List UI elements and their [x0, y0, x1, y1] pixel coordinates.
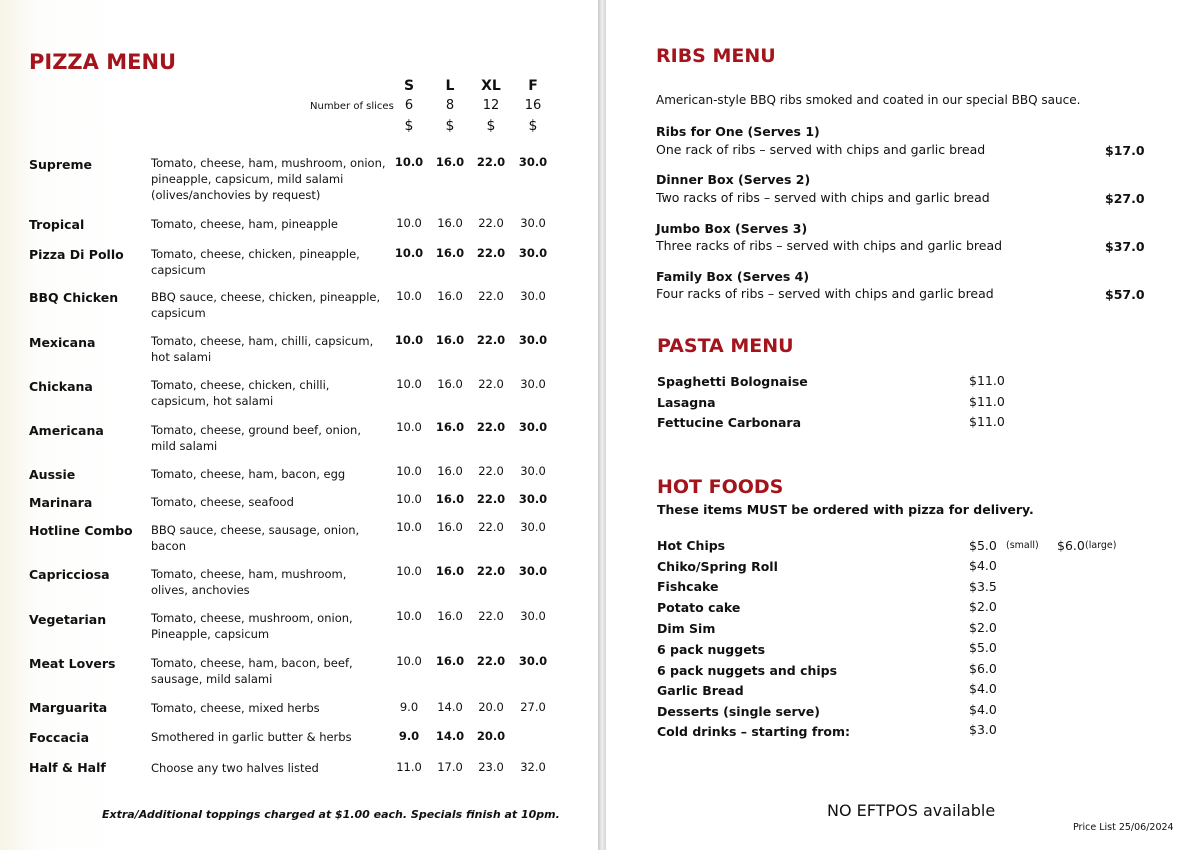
- pizza-description: Tomato, cheese, chicken, pineapple, capsicum: [151, 247, 360, 277]
- hot-foods-delivery-note: These items MUST be ordered with pizza for delivery.: [657, 502, 1034, 517]
- pizza-name: Marinara: [29, 495, 93, 510]
- price-f: 30.0: [520, 289, 546, 303]
- price-l: 14.0: [435, 729, 465, 743]
- price-f: 27.0: [520, 700, 546, 714]
- ribs-intro: American-style BBQ ribs smoked and coated in our special BBQ sauce.: [656, 93, 1081, 107]
- price-s: 10.0: [396, 289, 422, 303]
- hot-food-name: Desserts (single serve): [657, 704, 820, 719]
- hot-food-name: Hot Chips: [657, 538, 726, 553]
- pasta-item-price: $11.0: [969, 414, 1005, 429]
- price-xl: 22.0: [476, 246, 506, 260]
- pizza-description: Choose any two halves listed: [151, 761, 319, 775]
- hot-food-price: $5.0: [969, 538, 997, 553]
- price-s: 10.0: [396, 464, 422, 478]
- pizza-name: Hotline Combo: [29, 523, 133, 538]
- price-f: 30.0: [520, 216, 546, 230]
- price-s: 10.0: [396, 564, 422, 578]
- pizza-description: Tomato, cheese, mushroom, onion, Pineapple, capsicum: [151, 611, 353, 641]
- price-l: 16.0: [437, 377, 463, 391]
- large-size-label: (large): [1085, 540, 1117, 551]
- price-f: 30.0: [518, 654, 548, 668]
- ribs-item-title: Ribs for One (Serves 1): [656, 124, 820, 139]
- hot-food-name: Garlic Bread: [657, 683, 744, 698]
- pizza-name: Americana: [29, 423, 104, 438]
- slices-f: 16: [524, 98, 542, 113]
- price-l: 16.0: [435, 333, 465, 347]
- no-eftpos-notice: NO EFTPOS available: [827, 801, 996, 820]
- price-xl: 23.0: [478, 760, 504, 774]
- slices-l: 8: [445, 98, 455, 113]
- pizza-description: Tomato, cheese, ham, bacon, egg: [151, 467, 346, 481]
- currency-l: $: [445, 118, 455, 134]
- hot-food-price-large: $6.0: [1057, 538, 1085, 553]
- price-xl: 22.0: [476, 564, 506, 578]
- price-s: 10.0: [396, 609, 422, 623]
- pizza-name: BBQ Chicken: [29, 290, 119, 305]
- ribs-item-title: Dinner Box (Serves 2): [656, 172, 811, 187]
- pizza-menu-title: PIZZA MENU: [29, 50, 177, 74]
- hot-food-name: 6 pack nuggets and chips: [657, 663, 838, 678]
- price-l: 16.0: [435, 420, 465, 434]
- price-xl: 22.0: [476, 333, 506, 347]
- pizza-description: BBQ sauce, cheese, sausage, onion, bacon: [151, 523, 360, 553]
- hot-food-name: 6 pack nuggets: [657, 642, 766, 657]
- pizza-name: Meat Lovers: [29, 656, 116, 671]
- price-xl: 20.0: [476, 729, 506, 743]
- price-xl: 22.0: [478, 216, 504, 230]
- pizza-name: Pizza Di Pollo: [29, 247, 124, 262]
- price-xl: 22.0: [476, 654, 506, 668]
- price-s: 9.0: [399, 700, 419, 714]
- pasta-menu-title: PASTA MENU: [657, 335, 794, 357]
- price-xl: 22.0: [478, 464, 504, 478]
- size-header-l: L: [445, 78, 455, 94]
- price-f: 30.0: [518, 564, 548, 578]
- price-l: 16.0: [435, 654, 465, 668]
- hot-food-name: Cold drinks – starting from:: [657, 724, 851, 739]
- pizza-name: Vegetarian: [29, 612, 107, 627]
- hot-food-name: Dim Sim: [657, 621, 716, 636]
- price-f: 30.0: [518, 333, 548, 347]
- slices-xl: 12: [482, 98, 500, 113]
- pizza-description: Smothered in garlic butter & herbs: [151, 730, 352, 744]
- price-l: 16.0: [435, 246, 465, 260]
- price-l: 16.0: [437, 216, 463, 230]
- price-xl: 22.0: [478, 609, 504, 623]
- ribs-item-description: Two racks of ribs – served with chips and garlic bread: [656, 190, 990, 205]
- price-f: 30.0: [520, 464, 546, 478]
- pizza-description: Tomato, cheese, ham, pineapple: [151, 217, 338, 231]
- price-xl: 22.0: [478, 520, 504, 534]
- price-xl: 22.0: [478, 377, 504, 391]
- price-l: 16.0: [437, 520, 463, 534]
- pizza-description: Tomato, cheese, ham, bacon, beef, sausage, mild salami: [151, 656, 353, 686]
- hot-food-price: $4.0: [969, 681, 997, 696]
- currency-s: $: [404, 118, 414, 134]
- size-header-s: S: [403, 78, 415, 94]
- price-l: 16.0: [437, 464, 463, 478]
- pizza-name: Marguarita: [29, 700, 108, 715]
- pizza-name: Supreme: [29, 157, 92, 172]
- ribs-item-price: $17.0: [1105, 143, 1145, 158]
- price-f: 30.0: [518, 155, 548, 169]
- slices-s: 6: [404, 98, 414, 113]
- price-list-date: Price List 25/06/2024: [1073, 822, 1174, 833]
- hot-food-price: $6.0: [969, 661, 997, 676]
- slices-label: Number of slices: [310, 101, 394, 112]
- ribs-item-price: $57.0: [1105, 287, 1145, 302]
- pizza-page: [0, 0, 598, 850]
- ribs-item-title: Family Box (Serves 4): [656, 269, 810, 284]
- pasta-item-name: Spaghetti Bolognaise: [657, 374, 808, 389]
- pizza-description: Tomato, cheese, ground beef, onion, mild salami: [151, 423, 362, 453]
- price-s: 10.0: [396, 420, 422, 434]
- hot-food-price: $2.0: [969, 599, 997, 614]
- pasta-item-price: $11.0: [969, 394, 1005, 409]
- pizza-name: Half & Half: [29, 760, 106, 775]
- toppings-footer-note: Extra/Additional toppings charged at $1.00 each. Specials finish at 10pm.: [102, 808, 560, 821]
- price-f: 30.0: [520, 609, 546, 623]
- hot-food-name: Fishcake: [657, 579, 719, 594]
- price-l: 16.0: [437, 609, 463, 623]
- price-xl: 22.0: [476, 420, 506, 434]
- price-s: 10.0: [396, 520, 422, 534]
- size-header-xl: XL: [481, 78, 501, 94]
- pizza-description: Tomato, cheese, ham, mushroom, onion, pineapple, capsicum, mild salami (olives/anchovies by request): [151, 156, 386, 202]
- pizza-name: Tropical: [29, 217, 85, 232]
- pizza-description: Tomato, cheese, seafood: [151, 495, 294, 509]
- price-s: 10.0: [396, 216, 422, 230]
- price-l: 14.0: [437, 700, 463, 714]
- hot-food-price: $4.0: [969, 558, 997, 573]
- pasta-item-name: Fettucine Carbonara: [657, 415, 802, 430]
- price-xl: 22.0: [476, 492, 506, 506]
- pizza-name: Aussie: [29, 467, 76, 482]
- price-f: 30.0: [520, 377, 546, 391]
- pasta-item-name: Lasagna: [657, 395, 716, 410]
- price-l: 16.0: [435, 564, 465, 578]
- hot-foods-title: HOT FOODS: [657, 476, 784, 498]
- small-size-label: (small): [1006, 540, 1039, 551]
- pizza-name: Chickana: [29, 379, 93, 394]
- price-xl: 22.0: [476, 155, 506, 169]
- price-l: 16.0: [435, 492, 465, 506]
- price-f: 30.0: [518, 420, 548, 434]
- price-s: 10.0: [396, 492, 422, 506]
- ribs-item-price: $27.0: [1105, 191, 1145, 206]
- ribs-item-description: Three racks of ribs – served with chips and garlic bread: [656, 238, 1003, 253]
- page-spine: [598, 0, 606, 850]
- price-s: 10.0: [394, 333, 424, 347]
- price-s: 10.0: [394, 246, 424, 260]
- pizza-description: BBQ sauce, cheese, chicken, pineapple, capsicum: [151, 290, 381, 320]
- price-s: 10.0: [396, 654, 422, 668]
- price-l: 17.0: [437, 760, 463, 774]
- pizza-description: Tomato, cheese, mixed herbs: [151, 701, 320, 715]
- price-f: 30.0: [518, 246, 548, 260]
- ribs-item-description: One rack of ribs – served with chips and garlic bread: [656, 142, 986, 157]
- pizza-name: Capricciosa: [29, 567, 110, 582]
- hot-food-price: $4.0: [969, 702, 997, 717]
- price-s: 10.0: [396, 377, 422, 391]
- hot-food-name: Potato cake: [657, 600, 741, 615]
- price-xl: 22.0: [478, 289, 504, 303]
- price-f: 30.0: [520, 520, 546, 534]
- currency-xl: $: [486, 118, 496, 134]
- hot-food-price: $3.5: [969, 579, 997, 594]
- hot-food-price: $2.0: [969, 620, 997, 635]
- hot-food-price: $5.0: [969, 640, 997, 655]
- pizza-description: Tomato, cheese, ham, chilli, capsicum, hot salami: [151, 334, 374, 364]
- price-s: 11.0: [396, 760, 422, 774]
- price-l: 16.0: [437, 289, 463, 303]
- ribs-menu-title: RIBS MENU: [656, 45, 776, 67]
- pizza-description: Tomato, cheese, ham, mushroom, olives, anchovies: [151, 567, 347, 597]
- price-f: 32.0: [520, 760, 546, 774]
- ribs-item-description: Four racks of ribs – served with chips and garlic bread: [656, 286, 994, 301]
- ribs-item-price: $37.0: [1105, 239, 1145, 254]
- price-s: 9.0: [398, 729, 420, 743]
- price-s: 10.0: [394, 155, 424, 169]
- pizza-name: Foccacia: [29, 730, 90, 745]
- pizza-description: Tomato, cheese, chicken, chilli, capsicum, hot salami: [151, 378, 330, 408]
- price-xl: 20.0: [478, 700, 504, 714]
- hot-food-price: $3.0: [969, 722, 997, 737]
- size-header-f: F: [528, 78, 538, 94]
- price-l: 16.0: [435, 155, 465, 169]
- pasta-item-price: $11.0: [969, 373, 1005, 388]
- ribs-pasta-hotfood-page: [606, 0, 1200, 850]
- price-f: 30.0: [518, 492, 548, 506]
- hot-food-name: Chiko/Spring Roll: [657, 559, 778, 574]
- ribs-item-title: Jumbo Box (Serves 3): [656, 221, 808, 236]
- pizza-name: Mexicana: [29, 335, 96, 350]
- currency-f: $: [528, 118, 538, 134]
